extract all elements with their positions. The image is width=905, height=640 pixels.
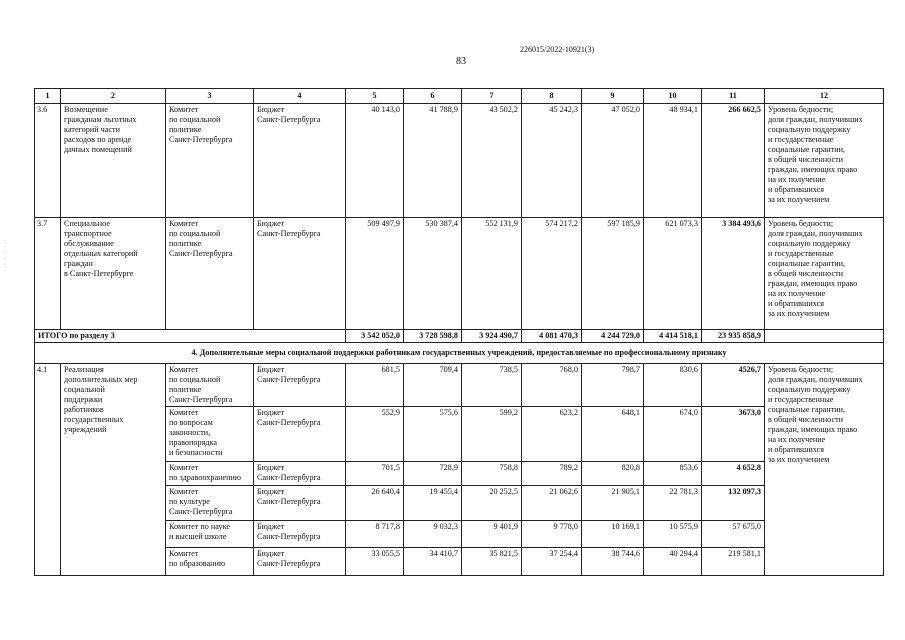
- funding-source: Бюджет Санкт-Петербурга: [254, 548, 346, 576]
- value-cell: 820,8: [582, 462, 644, 486]
- funding-source: Бюджет Санкт-Петербурга: [254, 364, 346, 407]
- col-header: 6: [404, 89, 462, 104]
- funding-source: Бюджет Санкт-Петербурга: [254, 521, 346, 548]
- table-header-row: [35, 89, 884, 104]
- value-cell: 33 055,5: [346, 548, 404, 576]
- section-title: 4. Дополнительные меры социальной поддержки работникам государственных учреждений, предоставляемые по профессиональному признаку: [35, 343, 884, 364]
- indicator-cell: Уровень бедности; доля граждан, получивших социальную поддержку и государственные социальные гарантии, в общей численности граждан, имеющих право на их получение и обратившихся за их получением: [765, 364, 884, 576]
- col-header: 1: [35, 89, 61, 104]
- value-cell: 709,4: [404, 364, 462, 407]
- value-cell: 26 640,4: [346, 486, 404, 521]
- indicator-cell: Уровень бедности; доля граждан, получивших социальную поддержку и государственные социальные гарантии, в общей численности граждан, имеющих право на их получение и обратившихся за их получением: [765, 218, 884, 330]
- table-row: [35, 104, 884, 218]
- value-cell: 8 717,8: [346, 521, 404, 548]
- value-cell: 19 455,4: [404, 486, 462, 521]
- total-cell: 4 652,8: [702, 462, 765, 486]
- total-cell: 4526,7: [702, 364, 765, 407]
- empty-cell: [765, 330, 884, 343]
- executor: Комитет по культуре Санкт-Петербурга: [166, 486, 254, 521]
- value-cell: 41 788,9: [404, 104, 462, 218]
- page-number: 83: [456, 56, 466, 67]
- funding-source: Бюджет Санкт-Петербурга: [254, 407, 346, 462]
- col-header: 9: [582, 89, 644, 104]
- col-header: 2: [61, 89, 166, 104]
- value-cell: 4 244 729,0: [582, 330, 644, 343]
- row-number: 3.6: [35, 104, 61, 218]
- value-cell: 758,8: [462, 462, 522, 486]
- funding-source: Бюджет Санкт-Петербурга: [254, 486, 346, 521]
- value-cell: 48 934,1: [644, 104, 702, 218]
- value-cell: 3 924 490,7: [462, 330, 522, 343]
- row-number: 3.7: [35, 218, 61, 330]
- value-cell: 552 131,9: [462, 218, 522, 330]
- value-cell: 10 169,1: [582, 521, 644, 548]
- value-cell: 22 781,3: [644, 486, 702, 521]
- section-total-row: [35, 330, 884, 343]
- value-cell: 45 242,3: [522, 104, 582, 218]
- value-cell: 509 497,9: [346, 218, 404, 330]
- value-cell: 681,5: [346, 364, 404, 407]
- measure-name: Возмещение гражданам льготных категорий части расходов по аренде дачных помещений: [61, 104, 166, 218]
- value-cell: 530 387,4: [404, 218, 462, 330]
- executor: Комитет по социальной политике Санкт-Петербурга: [166, 104, 254, 218]
- total-cell: 23 935 858,9: [702, 330, 765, 343]
- executor: Комитет по социальной политике Санкт-Петербурга: [166, 364, 254, 407]
- col-header: 3: [166, 89, 254, 104]
- executor: Комитет по науке и высшей школе: [166, 521, 254, 548]
- section-heading-row: [35, 343, 884, 364]
- total-cell: 266 662,5: [702, 104, 765, 218]
- value-cell: 3 542 052,0: [346, 330, 404, 343]
- value-cell: 4 414 518,1: [644, 330, 702, 343]
- total-cell: 132 097,3: [702, 486, 765, 521]
- value-cell: 599,2: [462, 407, 522, 462]
- value-cell: 789,2: [522, 462, 582, 486]
- value-cell: 575,6: [404, 407, 462, 462]
- value-cell: 798,7: [582, 364, 644, 407]
- value-cell: 35 821,5: [462, 548, 522, 576]
- value-cell: 830,6: [644, 364, 702, 407]
- value-cell: 10 575,9: [644, 521, 702, 548]
- margin-marks: · · · · · ·: [4, 238, 6, 274]
- value-cell: 40 143,0: [346, 104, 404, 218]
- document-number: 226015/2022-10921(3): [520, 45, 595, 54]
- funding-source: Бюджет Санкт-Петербурга: [254, 218, 346, 330]
- value-cell: 574 217,2: [522, 218, 582, 330]
- funding-source: Бюджет Санкт-Петербурга: [254, 104, 346, 218]
- value-cell: 853,6: [644, 462, 702, 486]
- section-total-label: ИТОГО по разделу 3: [35, 330, 346, 343]
- program-table: [34, 88, 884, 576]
- value-cell: 38 744,6: [582, 548, 644, 576]
- value-cell: 648,1: [582, 407, 644, 462]
- value-cell: 40 294,4: [644, 548, 702, 576]
- value-cell: 21 062,6: [522, 486, 582, 521]
- value-cell: 674,0: [644, 407, 702, 462]
- value-cell: 9 401,9: [462, 521, 522, 548]
- col-header: 7: [462, 89, 522, 104]
- col-header: 8: [522, 89, 582, 104]
- total-cell: 3673,0: [702, 407, 765, 462]
- value-cell: 621 073,3: [644, 218, 702, 330]
- table-row: [35, 364, 884, 407]
- measure-name: Специальное транспортное обслуживание отдельных категорий граждан в Санкт-Петербурге: [61, 218, 166, 330]
- value-cell: 701,5: [346, 462, 404, 486]
- value-cell: 43 502,2: [462, 104, 522, 218]
- value-cell: 623,2: [522, 407, 582, 462]
- value-cell: 21 905,1: [582, 486, 644, 521]
- value-cell: 47 052,0: [582, 104, 644, 218]
- measure-name: Реализация дополнительных мер социальной поддержки работников государственных учреждений: [61, 364, 166, 576]
- col-header: 5: [346, 89, 404, 104]
- total-cell: 3 384 493,6: [702, 218, 765, 330]
- col-header: 10: [644, 89, 702, 104]
- value-cell: 3 728 598,8: [404, 330, 462, 343]
- value-cell: 768,0: [522, 364, 582, 407]
- col-header: 12: [765, 89, 884, 104]
- col-header: 11: [702, 89, 765, 104]
- value-cell: 9 032,3: [404, 521, 462, 548]
- value-cell: 34 410,7: [404, 548, 462, 576]
- value-cell: 20 252,5: [462, 486, 522, 521]
- value-cell: 37 254,4: [522, 548, 582, 576]
- value-cell: 728,9: [404, 462, 462, 486]
- value-cell: 9 778,0: [522, 521, 582, 548]
- table-row: [35, 218, 884, 330]
- funding-source: Бюджет Санкт-Петербурга: [254, 462, 346, 486]
- value-cell: 552,9: [346, 407, 404, 462]
- value-cell: 597 185,9: [582, 218, 644, 330]
- col-header: 4: [254, 89, 346, 104]
- executor: Комитет по здравоохранению: [166, 462, 254, 486]
- executor: Комитет по вопросам законности, правопорядка и безопасности: [166, 407, 254, 462]
- total-cell: 57 675,0: [702, 521, 765, 548]
- indicator-cell: Уровень бедности; доля граждан, получивших социальную поддержку и государственные социальные гарантии, в общей численности граждан, имеющих право на их получение и обратившихся за их получением: [765, 104, 884, 218]
- total-cell: 219 581,1: [702, 548, 765, 576]
- value-cell: 738,5: [462, 364, 522, 407]
- executor: Комитет по образованию: [166, 548, 254, 576]
- row-number: 4.1: [35, 364, 61, 576]
- executor: Комитет по социальной политике Санкт-Петербурга: [166, 218, 254, 330]
- value-cell: 4 081 470,3: [522, 330, 582, 343]
